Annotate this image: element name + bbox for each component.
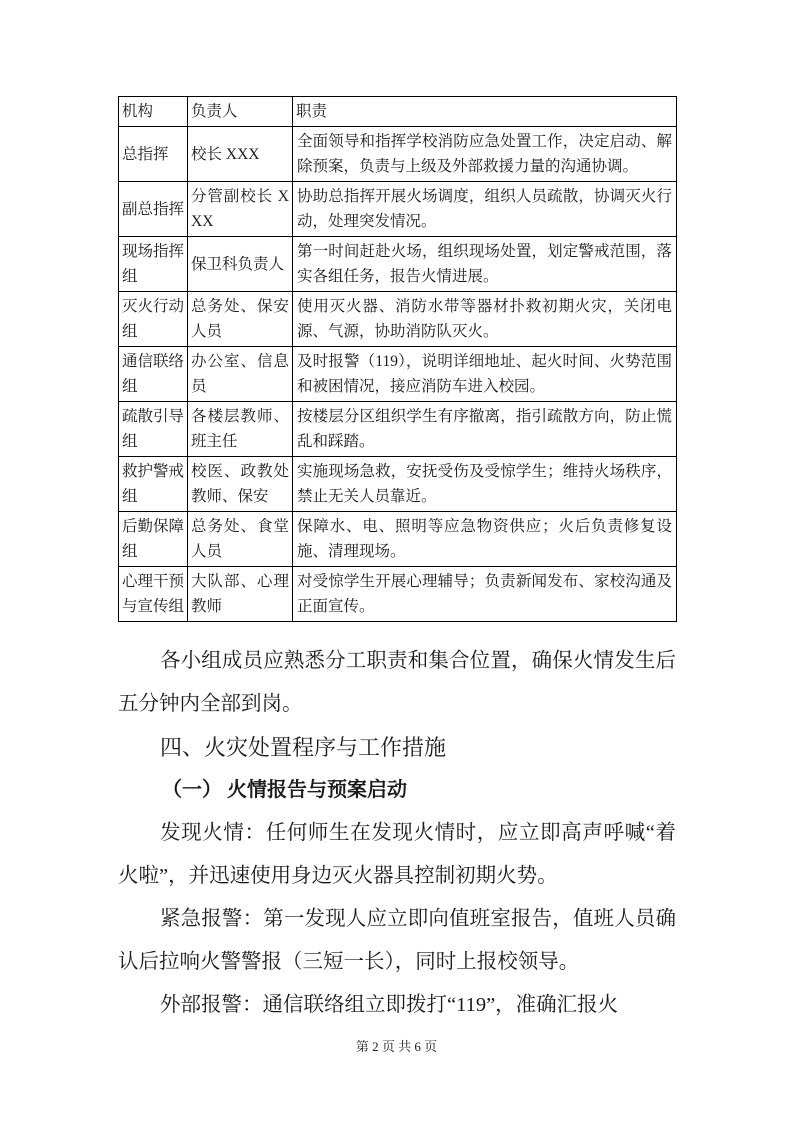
paragraph-fire-discovery: 发现火情：任何师生在发现火情时，应立即高声呼喊“着火啦”，并迅速使用身边灭火器具控制初期火势。 [118,822,676,887]
person-cell: 校长 XXX [188,127,293,182]
org-cell: 现场指挥组 [119,237,188,292]
org-cell: 心理干预与宣传组 [119,567,188,622]
duty-cell: 保障水、电、照明等应急物资供应；火后负责修复设施、清理现场。 [293,512,677,567]
page-number-footer: 第 2 页 共 6 页 [355,1039,438,1054]
org-header-cell: 机构 [119,97,188,127]
person-cell: 总务处、食堂人员 [188,512,293,567]
table-row [119,457,677,512]
duty-cell: 对受惊学生开展心理辅导；负责新闻发布、家校沟通及正面宣传。 [293,567,677,622]
table-row [119,347,677,402]
duty-cell: 按楼层分区组织学生有序撤离，指引疏散方向，防止慌乱和踩踏。 [293,402,677,457]
duty-cell: 全面领导和指挥学校消防应急处置工作，决定启动、解除预案，负责与上级及外部救援力量的沟通协调。 [293,127,677,182]
org-cell: 通信联络组 [119,347,188,402]
table-row [119,237,677,292]
table-row [119,512,677,567]
duty-header-cell: 职责 [293,97,677,127]
org-cell: 总指挥 [119,127,188,182]
duty-cell: 及时报警（119），说明详细地址、起火时间、火势范围和被困情况，接应消防车进入校园。 [293,347,677,402]
table-row [119,127,677,182]
table-row [119,292,677,347]
org-cell: 后勤保障组 [119,512,188,567]
person-cell: 分管副校长 XXX [188,182,293,237]
section-heading: 四、火灾处置程序与工作措施 [160,735,447,760]
duty-table [118,96,677,622]
table-row [119,567,677,622]
person-cell: 总务处、保安人员 [188,292,293,347]
person-cell: 校医、政教处教师、保安 [188,457,293,512]
person-header-cell: 负责人 [188,97,293,127]
org-cell: 疏散引导组 [119,402,188,457]
duty-cell: 使用灭火器、消防水带等器材扑救初期火灾，关闭电源、气源，协助消防队灭火。 [293,292,677,347]
person-cell: 保卫科负责人 [188,237,293,292]
org-cell: 灭火行动组 [119,292,188,347]
org-cell: 救护警戒组 [119,457,188,512]
subsection-heading: （一） 火情报告与预案启动 [162,779,407,801]
org-cell: 副总指挥 [119,182,188,237]
duty-cell: 实施现场急救，安抚受伤及受惊学生；维持火场秩序，禁止无关人员靠近。 [293,457,677,512]
paragraph-external-alarm: 外部报警：通信联络组立即拨打“119”，准确汇报火 [160,994,619,1016]
duty-cell: 协助总指挥开展火场调度，组织人员疏散，协调灭火行动，处理突发情况。 [293,182,677,237]
paragraph-team-readiness: 各小组成员应熟悉分工职责和集合位置，确保火情发生后五分钟内全部到岗。 [118,650,676,715]
paragraph-emergency-alarm: 紧急报警：第一发现人应立即向值班室报告，值班人员确认后拉响火警警报（三短一长），同时上报校领导。 [118,908,676,973]
body-text [118,640,676,1027]
table-row [119,402,677,457]
duty-cell: 第一时间赶赴火场，组织现场处置，划定警戒范围，落实各组任务，报告火情进展。 [293,237,677,292]
table-header-row [119,97,677,127]
person-cell: 各楼层教师、班主任 [188,402,293,457]
table-row [119,182,677,237]
person-cell: 办公室、信息员 [188,347,293,402]
person-cell: 大队部、心理教师 [188,567,293,622]
